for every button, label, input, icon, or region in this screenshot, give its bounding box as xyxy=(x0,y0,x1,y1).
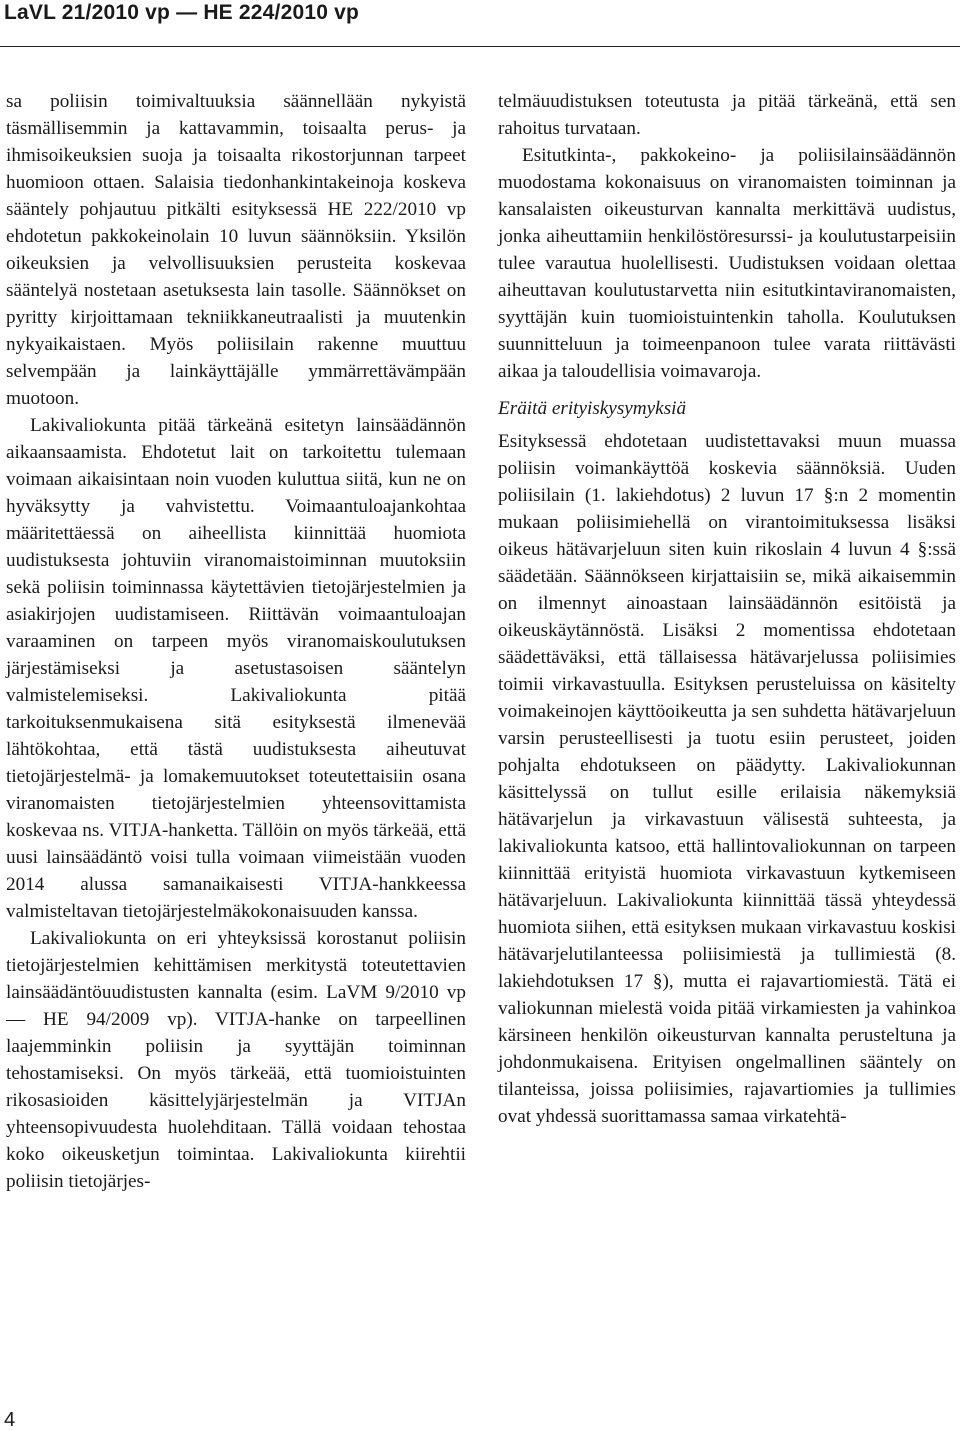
left-paragraph-3: Lakivaliokunta on eri yhteyksissä korostanut poliisin tietojärjestelmien kehittämisen merkitystä toteutettavien lainsäädäntöuudistusten kannalta (esim. LaVM 9/2010 vp — HE 94/2009 vp). VITJA-hanke on tarpeellinen laajemminkin poliisin ja syyttäjän toiminnan tehostamiseksi. On myös tärkeää, että tuomioistuinten rikosasioiden käsittelyjärjestelmän ja VITJAn yhteensopivuudesta huolehditaan. Tällä voidaan tehostaa koko oikeusketjun toimintaa. Lakivaliokunta kiirehtii poliisin tietojärjes- xyxy=(6,928,466,1192)
header-rule xyxy=(0,46,960,47)
page-number: 4 xyxy=(4,1409,16,1431)
left-paragraph-1: sa poliisin toimivaltuuksia säännellään nykyistä täsmällisemmin ja kattavammin, toisaalta perus- ja ihmisoikeuksien suoja ja toisaalta rikostorjunnan tarpeet huomioon ottaen. Salaisia tiedonhankintakeinoja koskeva sääntely pohjautuu pitkälti esityksessä HE 222/2010 vp ehdotetun pakkokeinolain 10 luvun säännöksiin. Yksilön oikeuksien ja velvollisuuksien perusteita koskevaa sääntelyä nostetaan asetuksesta lain tasolle. Säännökset on pyritty kirjoittamaan tekniikkaneutraalisti ja muutenkin nykyaikaistaen. Myös poliisilain rakenne muuttuu selvempään ja lainkäyttäjälle ymmärrettävämpään muotoon. xyxy=(6,91,466,409)
right-paragraph-3: Esityksessä ehdotetaan uudistettavaksi muun muassa poliisin voimankäyttöä koskevia säännöksiä. Uuden poliisilain (1. lakiehdotus) 2 luvun 17 §:n 2 momentin mukaan poliisimiehellä on virantoimituksessa lisäksi oikeus hätävarjeluun siten kuin rikoslain 4 luvun 4 §:ssä säädetään. Säännökseen kirjattaisiin se, mikä aikaisemmin on ilmennyt ainoastaan lainsäädännön esitöistä ja oikeuskäytännöstä. Lisäksi 2 momentissa ehdotetaan säädettäväksi, että tällaisessa hätävarjelussa poliisimies toimii virkavastuulla. Esityksen perusteluissa on käsitelty voimakeinojen käyttöoikeutta ja sen suhdetta hätävarjeluun varsin perusteellisesti ja tuotu esiin perusteet, joiden pohjalta ehdotukseen on päädytty. Lakivaliokunnan käsittelyssä on tullut esille erilaisia näkemyksiä hätävarjelun ja virkavastuun välisestä suhteesta, ja lakivaliokunta katsoo, että hallintovaliokunnan on tarpeen kiinnittää erityistä huomiota virkavastuun kytkemiseen hätävarjeluun. Lakivaliokunta kiinnittää tässä yhteydessä huomiota siihen, että esityksen mukaan virkavastuu koskisi hätävarjelutilanteessa poliisimiestä ja tullimiestä (8. lakiehdotuksen 17 §), mutta ei rajavartiomiestä. Tätä ei valiokunnan mielestä voida pitää virkamiesten ja vahinkoa kärsineen henkilön oikeusturvan kannalta perusteltuna ja johdonmukaisena. Erityisen ongelmallinen sääntely on tilanteissa, joissa poliisimies, rajavartiomies ja tullimies ovat yhdessä suorittamassa samaa virkatehtä- xyxy=(498,431,956,1127)
section-heading: Eräitä erityiskysymyksiä xyxy=(498,398,687,419)
right-paragraph-1: telmäuudistuksen toteutusta ja pitää tärkeänä, että sen rahoitus turvataan. xyxy=(498,91,956,139)
right-column xyxy=(498,88,956,1130)
running-header: LaVL 21/2010 vp — HE 224/2010 vp xyxy=(4,1,360,24)
left-paragraph-2: Lakivaliokunta pitää tärkeänä esitetyn lainsäädännön aikaansaamista. Ehdotetut lait on tarkoitettu tulemaan voimaan aikaisintaan noin vuoden kuluttua siitä, kun ne on hyväksytty ja vahvistettu. Voimaantuloajankohtaa määritettäessä on aiheellista kiinnittää huomiota uudistuksesta johtuviin viranomaistoiminnan muutoksiin sekä poliisin toiminnassa käytettävien tietojärjestelmien ja asiakirjojen uudistamiseen. Riittävän voimaantuloajan varaaminen on tarpeen myös viranomaiskoulutuksen järjestämiseksi ja asetustasoisen sääntelyn valmistelemiseksi. Lakivaliokunta pitää tarkoituksenmukaisena sitä esityksestä ilmenevää lähtökohtaa, että tästä uudistuksesta aiheutuvat tietojärjestelmä- ja lomakemuutokset toteutettaisiin osana viranomaisten tietojärjestelmien yhteensovittamista koskevaa ns. VITJA-hanketta. Tällöin on myös tärkeää, että uusi lainsäädäntö voisi tulla voimaan viimeistään vuoden 2014 alussa samanaikaisesti VITJA-hankkeessa valmisteltavan tietojärjestelmäkokonaisuuden kanssa. xyxy=(6,415,466,922)
left-column xyxy=(6,88,466,1195)
right-paragraph-2: Esitutkinta-, pakkokeino- ja poliisilainsäädännön muodostama kokonaisuus on viranomaisten toiminnan ja kansalaisten oikeusturvan kannalta merkittävä uudistus, jonka aiheuttamiin henkilöstöresurssi- ja koulutustarpeisiin tulee varautua huolellisesti. Uudistuksen voidaan olettaa aiheuttavan koulutustarvetta niin esitutkintaviranomaisten, syyttäjän kuin tuomioistuintenkin taholla. Koulutuksen suunnitteluun ja toimeenpanoon tulee varata riittävästi aikaa ja taloudellisia voimavaroja. xyxy=(498,145,956,382)
